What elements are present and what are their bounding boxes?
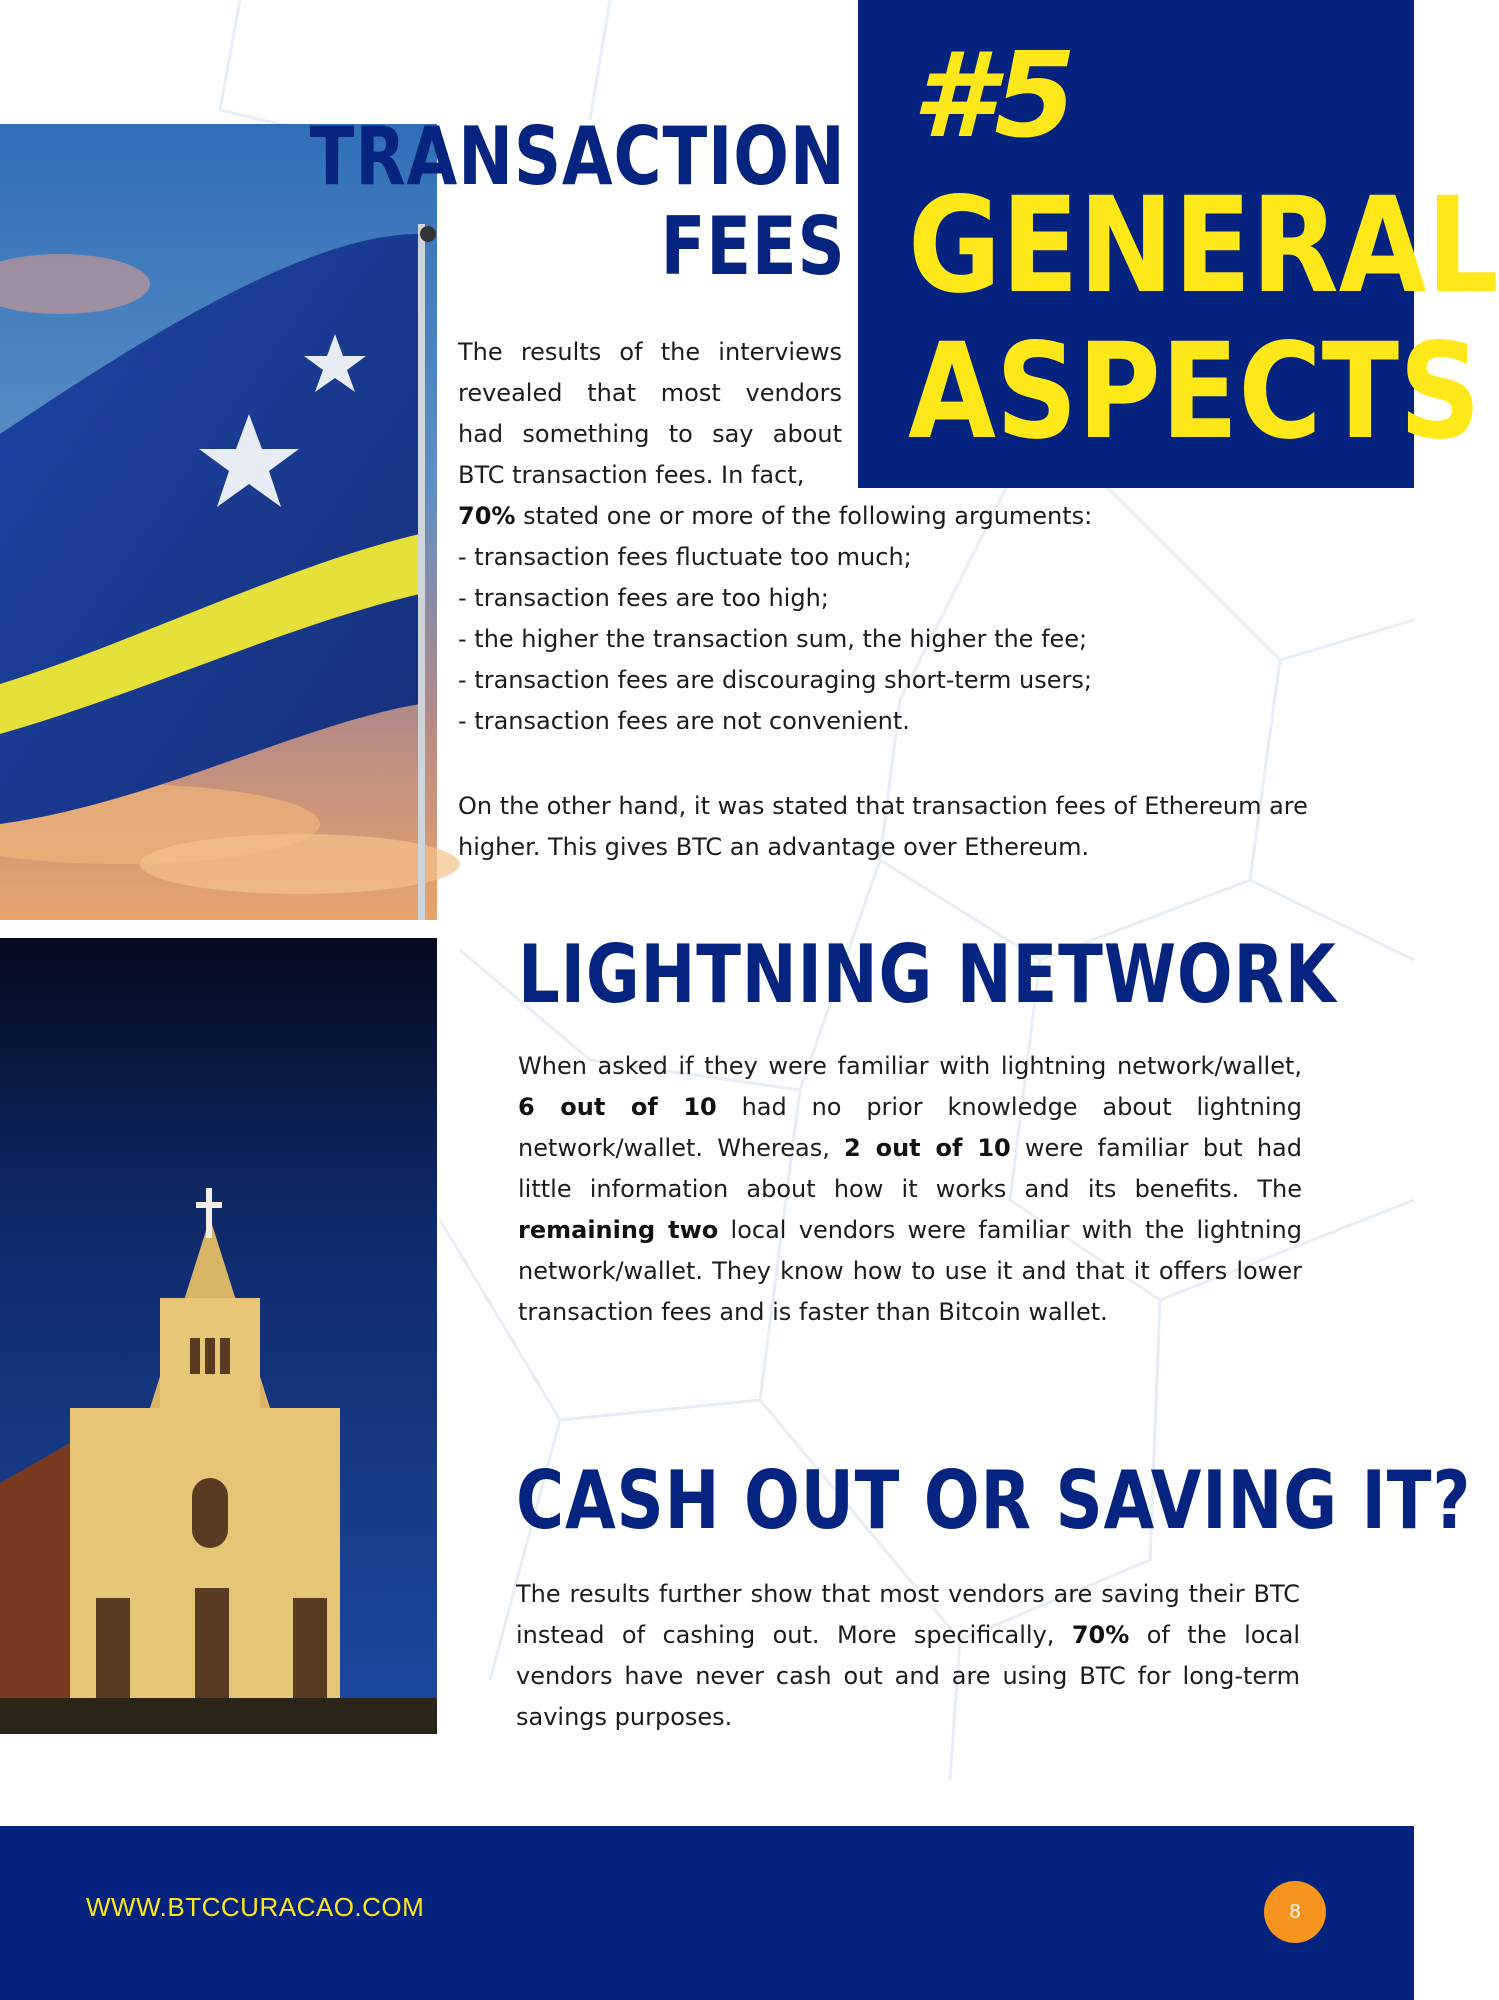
transaction-fees-arguments: 70% stated one or more of the following arguments: - transaction fees fluctuate too much; - transaction fees are too high; - the higher the transaction sum, the higher the fee; - transaction fees are discouraging short-term users; - transaction fees are not convenient. [458,496,1378,742]
banner-title-line2: ASPECTS [908,315,1481,469]
website-link[interactable]: WWW.BTCCURACAO.COM [86,1892,425,1922]
church-photo [0,938,437,1734]
banner-title-line1: GENERAL [908,169,1499,323]
footer [0,1826,1414,2000]
cash-out-heading: CASH OUT OR SAVING IT? [516,1454,1472,1547]
fees-percentage: 70% [458,502,516,530]
fee-argument: - transaction fees are discouraging short-term users; [458,666,1092,694]
transaction-fees-heading: TRANSACTION FEES [310,110,846,293]
fee-argument: - transaction fees are not convenient. [458,707,910,735]
lightning-network-text: When asked if they were familiar with lightning network/wallet, 6 out of 10 had no prior knowledge about lightning network/wallet. Whereas, 2 out of 10 were familiar but had little information about how it works and its benefits. The remaining two local vendors were familiar with the lightning network/wallet. They know how to use it and that it offers lower transaction fees and is faster than Bitcoin wallet. [518,1052,1303,1326]
section-banner [858,0,1499,488]
lightning-network-heading: LIGHTNING NETWORK [518,928,1337,1021]
fee-argument: - the higher the transaction sum, the higher the fee; [458,625,1088,653]
fee-argument: - transaction fees are too high; [458,584,829,612]
transaction-fees-closing: On the other hand, it was stated that transaction fees of Ethereum are higher. This gives BTC an advantage over Ethereum. [458,792,1308,861]
cash-out-text: The results further show that most vendors are saving their BTC instead of cashing out. More specifically, 70% of the local vendors have never cash out and are using BTC for long-term savings purposes. [516,1580,1301,1731]
transaction-fees-intro: The results of the interviews revealed that most vendors had something to say about BTC transaction fees. In fact, [458,338,842,489]
banner-number: #5 [912,26,1077,164]
page-number-badge: 8 [1264,1881,1326,1943]
fee-argument: - transaction fees fluctuate too much; [458,543,912,571]
